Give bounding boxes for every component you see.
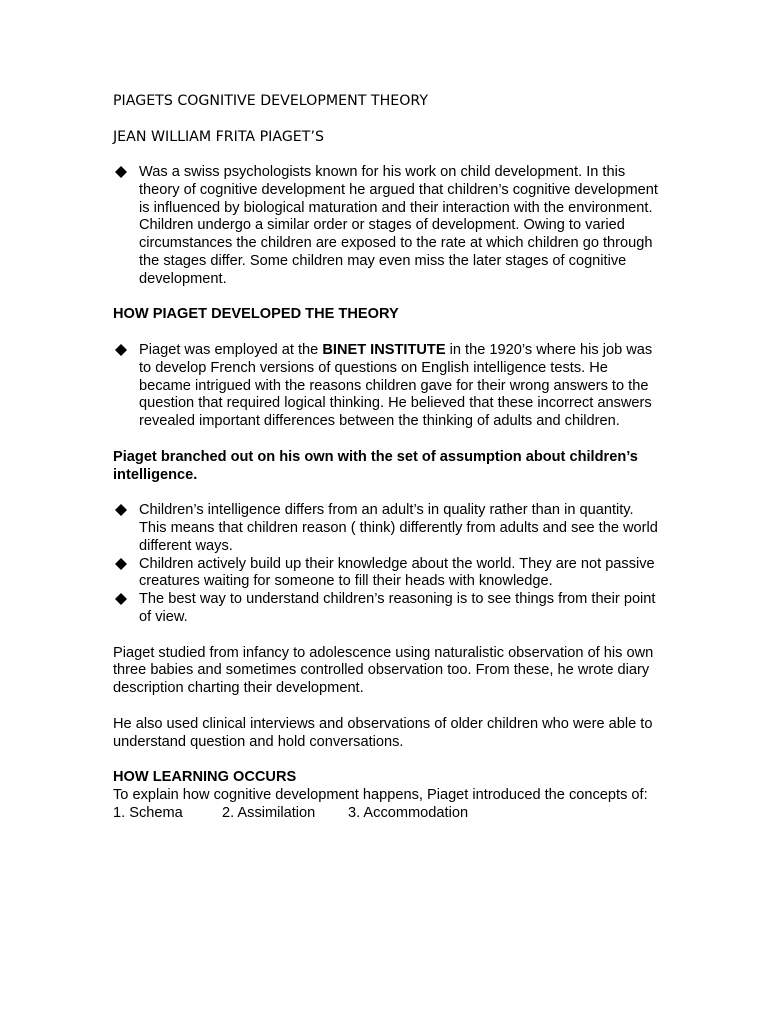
section-heading-how-piaget: HOW PIAGET DEVELOPED THE THEORY xyxy=(113,306,399,323)
section-heading-assumptions: Piaget branched out on his own with the set of assumption about children’s intelligence. xyxy=(113,448,638,483)
list-item xyxy=(113,342,658,431)
list-item xyxy=(113,591,658,627)
learning-intro-text: To explain how cognitive development happens, Piaget introduced the concepts of: xyxy=(113,786,648,803)
intro-bullet-list xyxy=(113,164,658,289)
intro-bullet-text: Was a swiss psychologists known for his work on child development. In this theory of cognitive development he argued that children’s cognitive development is influenced by biological maturation and their interaction with the environment. Children undergo a similar order or stages of development. Owing to varied circumstances the children are exposed to the rate at which children go through the stages differ. Some children may even miss the later stages of cognitive development. xyxy=(139,164,658,287)
bullet-text-pre: Piaget was employed at the xyxy=(139,341,323,358)
list-item xyxy=(113,164,658,289)
diamond-bullet-icon xyxy=(115,558,127,570)
diamond-bullet-icon xyxy=(115,593,127,605)
diamond-bullet-icon xyxy=(115,166,127,178)
document-title: PIAGETS COGNITIVE DEVELOPMENT THEORY xyxy=(113,93,428,109)
document-subtitle: JEAN WILLIAM FRITA PIAGET’S xyxy=(113,129,324,145)
section1-bullet-list xyxy=(113,342,658,431)
section-heading-learning: HOW LEARNING OCCURS xyxy=(113,769,297,786)
list-item xyxy=(113,556,658,592)
concept-item-accommodation: 3. Accommodation xyxy=(348,804,469,821)
document-page xyxy=(113,92,658,822)
concept-list xyxy=(113,805,658,823)
concept-item-assimilation: 2. Assimilation xyxy=(222,804,316,821)
bullet-text: Children’s intelligence differs from an adult’s in quality rather than in quantity. This means that children reason ( think) differently from adults and see the world different ways. xyxy=(139,502,658,554)
section2-bullet-list xyxy=(113,502,658,627)
diamond-bullet-icon xyxy=(115,504,127,516)
diamond-bullet-icon xyxy=(115,344,127,356)
bullet-text-bold: BINET INSTITUTE xyxy=(322,341,446,358)
bullet-text: The best way to understand children’s reasoning is to see things from their point of view. xyxy=(139,591,656,625)
paragraph-interviews: He also used clinical interviews and observations of older children who were able to understand question and hold conversations. xyxy=(113,715,653,750)
bullet-text: Children actively build up their knowledge about the world. They are not passive creatures waiting for someone to fill their heads with knowledge. xyxy=(139,555,655,590)
list-item xyxy=(113,502,658,555)
paragraph-observation: Piaget studied from infancy to adolescence using naturalistic observation of his own three babies and sometimes controlled observation too. From these, he wrote diary description charting their development. xyxy=(113,644,654,697)
bullet-text-post: in the 1920’s where his job was to develop French versions of questions on English intelligence tests. He became intrigued with the reasons children gave for their wrong answers to the question that required logical thinking. He believed that these incorrect answers revealed important differences between the thinking of adults and children. xyxy=(139,341,653,430)
concept-item-schema: 1. Schema xyxy=(113,804,183,821)
